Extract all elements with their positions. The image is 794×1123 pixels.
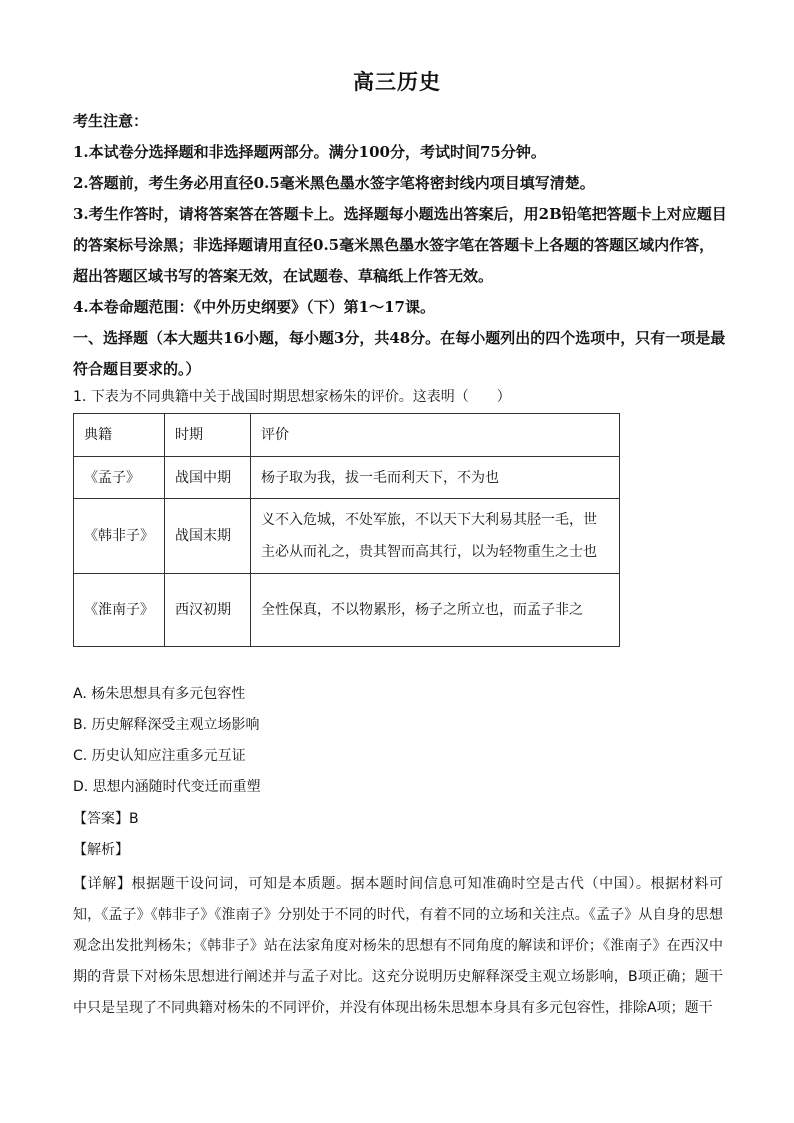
section-heading: 一、选择题（本大题共16小题，每小题3分，共48分。在每小题列出的四个选项中，只有一项是最符合题目要求的。） xyxy=(73,329,726,378)
analysis-label: 【解析】 xyxy=(73,842,129,858)
table-row xyxy=(74,574,620,647)
table-cell: 《韩非子》 xyxy=(74,499,165,574)
page-title: 高三历史 xyxy=(353,69,441,94)
table-cell: 西汉初期 xyxy=(165,574,251,647)
table-cell: 杨子取为我，拔一毛而利天下，不为也 xyxy=(251,457,620,499)
table-cell: 《孟子》 xyxy=(74,457,165,499)
analysis-detail: 【详解】根据题干设问词，可知是本质题。据本题时间信息可知准确时空是古代（中国）。根据材料可知，《孟子》《韩非子》《淮南子》分别处于不同的时代，有着不同的立场和关注点。《孟子》从自身的思想观念出发批判杨朱；《韩非子》站在法家角度对杨朱的思想有不同角度的解读和评价；《淮南子》在西汉中期的背景下对杨朱思想进行阐述并与孟子对比。这充分说明历史解释深受主观立场影响，B项正确；题干中只是呈现了不同典籍对杨朱的不同评价，并没有体现出杨朱思想本身具有多元包容性，排除A项；题干 xyxy=(73,876,723,1016)
table-cell: 全性保真，不以物累形，杨子之所立也，而孟子非之 xyxy=(251,574,620,647)
question-1-stem: 1. 下表为不同典籍中关于战国时期思想家杨朱的评价。这表明（ ） xyxy=(73,389,511,405)
notice-heading: 考生注意： xyxy=(73,112,149,130)
table-row xyxy=(74,499,620,574)
table-header-row xyxy=(74,414,620,457)
table-cell: 战国中期 xyxy=(165,457,251,499)
answer-value: B xyxy=(129,811,139,827)
answer-options xyxy=(73,679,261,803)
option-c: C. 历史认知应注重多元互证 xyxy=(73,748,246,764)
notice-item-3: 3.考生作答时，请将答案答在答题卡上。选择题每小题选出答案后，用2B铅笔把答题卡上对应题目的答案标号涂黑；非选择题请用直径0.5毫米黑色墨水签字笔在答题卡上各题的答题区域内作答，超出答题区域书写的答案无效，在试题卷、草稿纸上作答无效。 xyxy=(73,205,727,285)
table-header-cell: 评价 xyxy=(251,414,620,457)
table-cell: 战国末期 xyxy=(165,499,251,574)
notice-item-1: 1.本试卷分选择题和非选择题两部分。满分100分，考试时间75分钟。 xyxy=(73,143,546,161)
option-a: A. 杨朱思想具有多元包容性 xyxy=(73,686,246,702)
notice-item-4: 4.本卷命题范围：《中外历史纲要》（下）第1～17课。 xyxy=(73,298,435,316)
table-row xyxy=(74,457,620,499)
notice-block xyxy=(73,106,728,385)
table-header-cell: 典籍 xyxy=(74,414,165,457)
table-cell: 《淮南子》 xyxy=(74,574,165,647)
notice-item-2: 2.答题前，考生务必用直径0.5毫米黑色墨水签字笔将密封线内项目填写清楚。 xyxy=(73,174,595,192)
answer-label: 【答案】 xyxy=(73,811,129,827)
comparison-table xyxy=(73,413,620,647)
table-header-cell: 时期 xyxy=(165,414,251,457)
option-b: B. 历史解释深受主观立场影响 xyxy=(73,717,260,733)
table-cell: 义不入危城，不处军旅，不以天下大利易其胫一毛，世主必从而礼之，贵其智而高其行，以为轻物重生之士也 xyxy=(251,499,620,574)
answer-line xyxy=(73,808,139,828)
option-d: D. 思想内涵随时代变迁而重塑 xyxy=(73,779,261,795)
